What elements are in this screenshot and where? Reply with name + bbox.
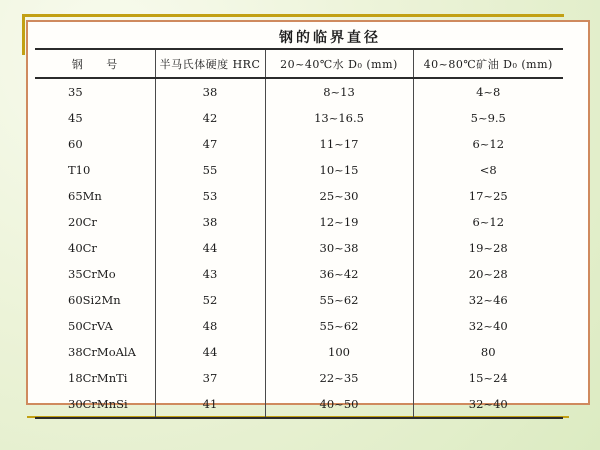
table-header-row bbox=[35, 49, 563, 78]
table-body bbox=[35, 78, 563, 418]
table-cell: 32~40 bbox=[413, 391, 563, 418]
table-cell: 44 bbox=[155, 235, 265, 261]
table-cell: 55 bbox=[155, 157, 265, 183]
table-cell: 6~12 bbox=[413, 209, 563, 235]
table-cell: 42 bbox=[155, 105, 265, 131]
column-header-steel-grade: 钢 号 bbox=[35, 49, 155, 78]
table-cell: 11~17 bbox=[265, 131, 413, 157]
table-cell: 65Mn bbox=[68, 189, 102, 203]
column-header-water: 20~40℃水 D₀ (mm) bbox=[265, 49, 413, 78]
table-cell: 38 bbox=[155, 78, 265, 105]
table-cell: 40~50 bbox=[265, 391, 413, 418]
table-cell: 44 bbox=[155, 339, 265, 365]
table-cell: 4~8 bbox=[413, 78, 563, 105]
page-title: 钢的临界直径 bbox=[279, 30, 381, 46]
table-cell: T10 bbox=[68, 163, 91, 177]
table-row bbox=[35, 157, 563, 183]
table-cell: 25~30 bbox=[265, 183, 413, 209]
table-row bbox=[35, 287, 563, 313]
table-row bbox=[35, 78, 563, 105]
table-cell: 38CrMoAlA bbox=[68, 345, 136, 359]
table-cell: 40Cr bbox=[68, 241, 97, 255]
table-cell: 20Cr bbox=[68, 215, 97, 229]
table-cell: 41 bbox=[155, 391, 265, 418]
table-cell: 43 bbox=[155, 261, 265, 287]
table-row bbox=[35, 365, 563, 391]
column-header-oil: 40~80℃矿油 D₀ (mm) bbox=[413, 49, 563, 78]
gold-top-line bbox=[22, 14, 564, 17]
table-row bbox=[35, 313, 563, 339]
steel-critical-diameter-table bbox=[35, 48, 563, 419]
table-row bbox=[35, 391, 563, 418]
table-cell: 10~15 bbox=[265, 157, 413, 183]
table-cell: 36~42 bbox=[265, 261, 413, 287]
table-cell: 35CrMo bbox=[68, 267, 116, 281]
table-row bbox=[35, 131, 563, 157]
table-cell: 15~24 bbox=[413, 365, 563, 391]
content-box bbox=[26, 20, 590, 411]
table-cell: 60 bbox=[68, 137, 83, 151]
table-cell: 32~40 bbox=[413, 313, 563, 339]
table-cell: 55~62 bbox=[265, 313, 413, 339]
table-cell: 5~9.5 bbox=[413, 105, 563, 131]
table-cell: 47 bbox=[155, 131, 265, 157]
table-cell: 30~38 bbox=[265, 235, 413, 261]
gold-left-line bbox=[22, 14, 25, 55]
table-cell: 50CrVA bbox=[68, 319, 113, 333]
table-cell: 52 bbox=[155, 287, 265, 313]
table-cell: 48 bbox=[155, 313, 265, 339]
table-cell: 17~25 bbox=[413, 183, 563, 209]
table-row bbox=[35, 105, 563, 131]
table-cell: 13~16.5 bbox=[265, 105, 413, 131]
table-row bbox=[35, 183, 563, 209]
table-cell: 18CrMnTi bbox=[68, 371, 128, 385]
table-cell: 19~28 bbox=[413, 235, 563, 261]
table-cell: 53 bbox=[155, 183, 265, 209]
table-row bbox=[35, 339, 563, 365]
table-cell: 37 bbox=[155, 365, 265, 391]
table-cell: 32~46 bbox=[413, 287, 563, 313]
table-row bbox=[35, 261, 563, 287]
table-cell: 30CrMnSi bbox=[68, 397, 128, 411]
table-cell: 100 bbox=[265, 339, 413, 365]
table-cell: 22~35 bbox=[265, 365, 413, 391]
table-cell: 35 bbox=[68, 85, 83, 99]
table-cell: 12~19 bbox=[265, 209, 413, 235]
table-cell: 55~62 bbox=[265, 287, 413, 313]
table-cell: 8~13 bbox=[265, 78, 413, 105]
table-cell: 20~28 bbox=[413, 261, 563, 287]
table-row bbox=[35, 209, 563, 235]
table-row bbox=[35, 235, 563, 261]
table-cell: 38 bbox=[155, 209, 265, 235]
table-cell: <8 bbox=[413, 157, 563, 183]
table-cell: 80 bbox=[413, 339, 563, 365]
column-header-hardness: 半马氏体硬度 HRC bbox=[155, 49, 265, 78]
table-cell: 6~12 bbox=[413, 131, 563, 157]
table-cell: 60Si2Mn bbox=[68, 293, 121, 307]
table-cell: 45 bbox=[68, 111, 83, 125]
